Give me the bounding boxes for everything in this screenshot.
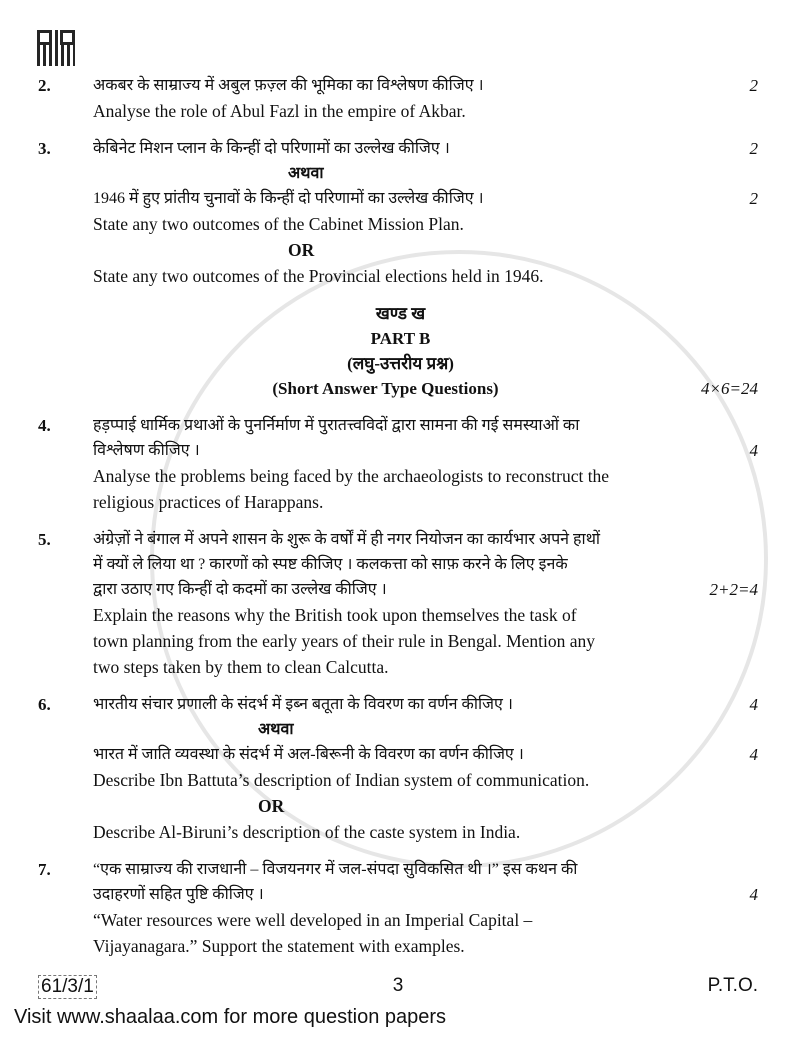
question-marks: 4 — [749, 441, 758, 460]
question-row — [0, 656, 800, 678]
question-row — [0, 75, 800, 96]
question-row — [0, 719, 800, 740]
question-row — [0, 884, 800, 905]
section-subtitle: (Short Answer Type Questions) — [272, 379, 499, 398]
paper-code: 61/3/1 — [38, 975, 97, 999]
question-row — [0, 909, 800, 931]
question-english: two steps taken by them to clean Calcutta. — [93, 657, 389, 677]
question-english: Explain the reasons why the British took upon themselves the task of — [93, 605, 577, 625]
section-row — [0, 353, 800, 374]
question-row — [0, 630, 800, 652]
question-hindi: हड़प्पाई धार्मिक प्रथाओं के पुनर्निर्माण में पुरातत्त्वविदों द्वारा सामना की गई समस्याओं का — [93, 417, 580, 434]
question-number: 6. — [38, 695, 51, 714]
question-row — [0, 138, 800, 159]
question-english: religious practices of Harappans. — [93, 492, 324, 512]
alt-question-english: Describe Al-Biruni’s description of the caste system in India. — [93, 822, 521, 842]
question-row — [0, 163, 800, 184]
question-hindi: में क्यों ले लिया था ? कारणों को स्पष्ट कीजिए । कलकत्ता को साफ़ करने के लिए इनके — [93, 556, 568, 573]
page-footer — [0, 975, 800, 999]
alt-question-hindi: 1946 में हुए प्रांतीय चुनावों के किन्हीं दो परिणामों का उल्लेख कीजिए । — [93, 190, 484, 207]
question-row — [0, 554, 800, 575]
section-row — [0, 328, 800, 349]
question-hindi: केबिनेट मिशन प्लान के किन्हीं दो परिणामों का उल्लेख कीजिए । — [93, 140, 450, 157]
pto-label: P.T.O. — [707, 975, 758, 996]
qr-code — [37, 30, 75, 66]
question-row — [0, 465, 800, 487]
question-row — [0, 239, 800, 261]
question-english: town planning from the early years of their rule in Bengal. Mention any — [93, 631, 596, 651]
question-number: 5. — [38, 530, 51, 549]
question-row — [0, 579, 800, 600]
question-english: “Water resources were well developed in an Imperial Capital – — [93, 910, 533, 930]
question-row — [0, 265, 800, 287]
question-english: State any two outcomes of the Cabinet Mission Plan. — [93, 214, 464, 234]
question-row — [0, 769, 800, 791]
or-english: OR — [258, 796, 285, 816]
question-english: Analyse the problems being faced by the archaeologists to reconstruct the — [93, 466, 610, 486]
question-row — [0, 100, 800, 122]
question-english: Vijayanagara.” Support the statement with examples. — [93, 936, 465, 956]
question-number: 7. — [38, 860, 51, 879]
alt-question-marks: 2 — [749, 189, 758, 208]
question-hindi: अंग्रेज़ों ने बंगाल में अपने शासन के शुरू के वर्षों में ही नगर नियोजन का कार्यभार अपने हाथों — [93, 531, 601, 548]
question-hindi: अकबर के साम्राज्य में अबुल फ़ज़्ल की भूमिका का विश्लेषण कीजिए । — [93, 77, 484, 94]
question-english: Describe Ibn Battuta’s description of Indian system of communication. — [93, 770, 590, 790]
question-row — [0, 415, 800, 436]
question-hindi: द्वारा उठाए गए किन्हीं दो कदमों का उल्लेख कीजिए । — [93, 581, 387, 598]
question-marks: 4 — [749, 695, 758, 714]
or-english: OR — [288, 240, 315, 260]
question-row — [0, 604, 800, 626]
question-row — [0, 440, 800, 461]
or-hindi: अथवा — [258, 721, 294, 738]
alt-question-english: State any two outcomes of the Provincial elections held in 1946. — [93, 266, 544, 286]
section-hindi-subtitle: (लघु-उत्तरीय प्रश्न) — [347, 354, 454, 373]
question-number: 2. — [38, 76, 51, 95]
question-marks: 2 — [749, 76, 758, 95]
question-marks: 4 — [749, 885, 758, 904]
question-number: 4. — [38, 416, 51, 435]
question-marks: 2+2=4 — [709, 580, 758, 599]
question-row — [0, 694, 800, 715]
question-hindi: उदाहरणों सहित पुष्टि कीजिए । — [93, 886, 264, 903]
section-title: PART B — [370, 329, 431, 348]
alt-question-hindi: भारत में जाति व्यवस्था के संदर्भ में अल-बिरूनी के विवरण का वर्णन कीजिए । — [93, 746, 524, 763]
section-row — [0, 378, 800, 399]
question-hindi: भारतीय संचार प्रणाली के संदर्भ में इब्न बतूता के विवरण का वर्णन कीजिए । — [93, 696, 513, 713]
question-hindi: विश्लेषण कीजिए । — [93, 442, 200, 459]
question-number: 3. — [38, 139, 51, 158]
section-hindi-title: खण्ड ख — [375, 304, 426, 323]
question-row — [0, 795, 800, 817]
question-hindi: “एक साम्राज्य की राजधानी – विजयनगर में जल-संपदा सुविकसित थी ।” इस कथन की — [93, 861, 578, 878]
question-row — [0, 935, 800, 957]
question-row — [0, 188, 800, 209]
or-hindi: अथवा — [288, 165, 324, 182]
question-row — [0, 213, 800, 235]
visit-link[interactable]: Visit www.shaalaa.com for more question papers — [14, 1006, 447, 1028]
question-english: Analyse the role of Abul Fazl in the empire of Akbar. — [93, 101, 466, 121]
question-row — [0, 859, 800, 880]
section-row — [0, 303, 800, 324]
alt-question-marks: 4 — [749, 745, 758, 764]
question-marks: 2 — [749, 139, 758, 158]
question-row — [0, 491, 800, 513]
page-number: 3 — [392, 975, 404, 996]
question-row — [0, 529, 800, 550]
question-row — [0, 821, 800, 843]
question-row — [0, 744, 800, 765]
section-marks: 4×6=24 — [701, 379, 758, 398]
